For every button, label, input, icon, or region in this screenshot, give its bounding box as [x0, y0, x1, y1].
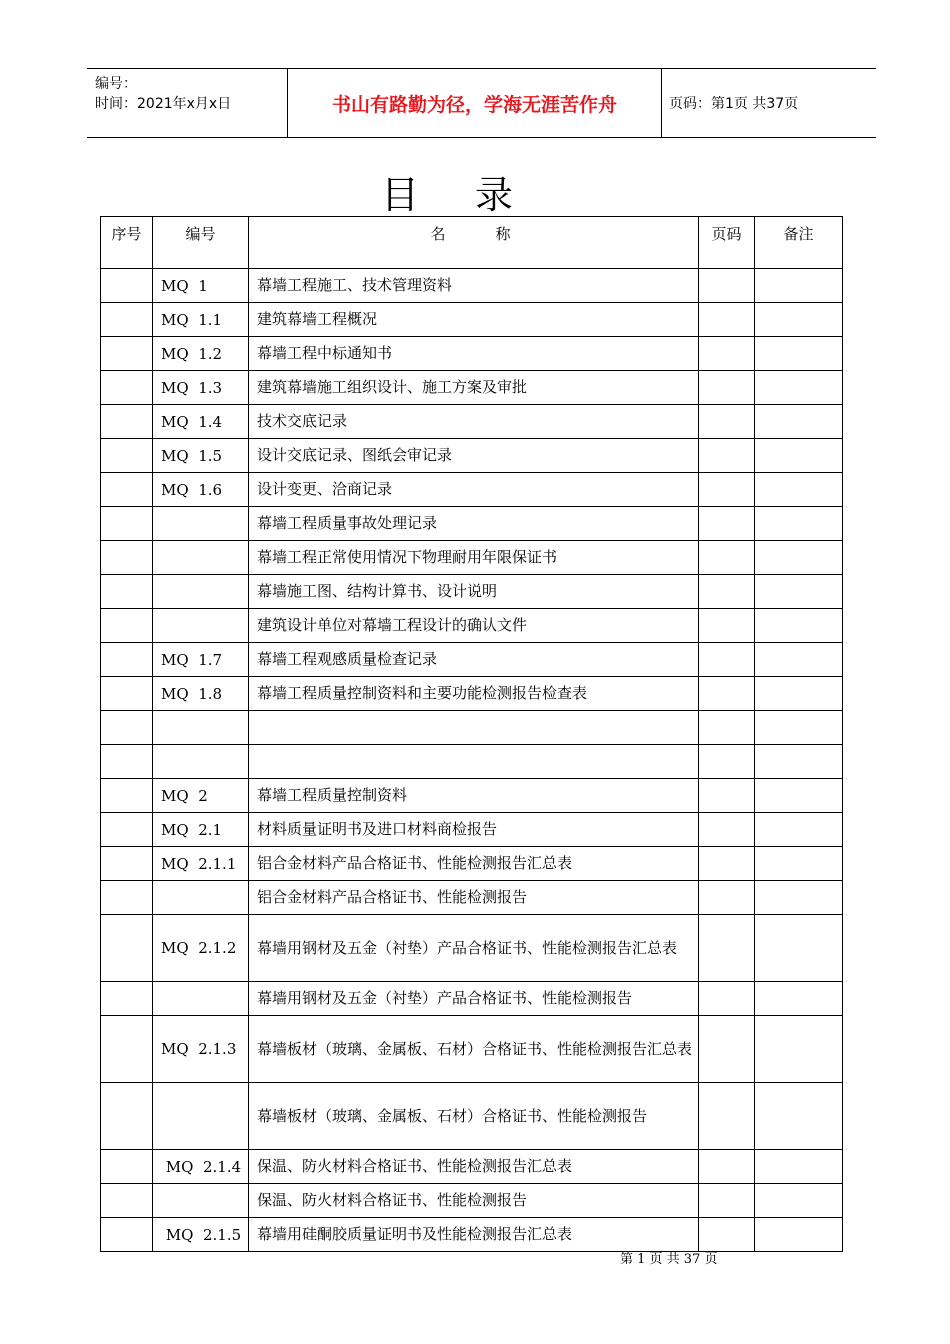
code-cell	[153, 507, 249, 541]
page-cell	[699, 439, 755, 473]
remark-cell	[755, 1218, 843, 1252]
seq-cell	[101, 915, 153, 982]
remark-cell	[755, 337, 843, 371]
page-cell	[699, 745, 755, 779]
name-cell: 幕墙工程质量控制资料	[249, 779, 699, 813]
header-motto: 书山有路勤为径，学海无涯苦作舟	[331, 93, 617, 116]
seq-cell	[101, 643, 153, 677]
seq-cell	[101, 1184, 153, 1218]
name-cell: 幕墙板材（玻璃、金属板、石材）合格证书、性能检测报告	[249, 1083, 699, 1150]
table-row	[101, 1150, 843, 1184]
table-row	[101, 609, 843, 643]
name-cell: 保温、防火材料合格证书、性能检测报告	[249, 1184, 699, 1218]
table-row	[101, 745, 843, 779]
remark-cell	[755, 507, 843, 541]
remark-cell	[755, 269, 843, 303]
name-cell: 建筑幕墙工程概况	[249, 303, 699, 337]
remark-cell	[755, 1184, 843, 1218]
code-cell: MQ 1	[153, 269, 249, 303]
table-row	[101, 1016, 843, 1083]
page-cell	[699, 473, 755, 507]
remark-cell	[755, 439, 843, 473]
name-cell: 技术交底记录	[249, 405, 699, 439]
table-row	[101, 541, 843, 575]
page-cell	[699, 711, 755, 745]
name-cell: 幕墙工程观感质量检查记录	[249, 643, 699, 677]
code-cell	[153, 982, 249, 1016]
code-cell: MQ 1.5	[153, 439, 249, 473]
page-footer: 第 1 页 共 37 页	[620, 1252, 718, 1267]
remark-cell	[755, 303, 843, 337]
name-cell: 幕墙施工图、结构计算书、设计说明	[249, 575, 699, 609]
code-cell: MQ 2.1	[153, 813, 249, 847]
table-row	[101, 473, 843, 507]
remark-cell	[755, 643, 843, 677]
code-cell: MQ 2	[153, 779, 249, 813]
code-cell: MQ 1.6	[153, 473, 249, 507]
page-cell	[699, 1184, 755, 1218]
remark-cell	[755, 813, 843, 847]
page-cell	[699, 507, 755, 541]
remark-cell	[755, 779, 843, 813]
code-cell: MQ 2.1.4	[153, 1150, 249, 1184]
name-cell: 幕墙工程质量控制资料和主要功能检测报告检查表	[249, 677, 699, 711]
page-cell	[699, 609, 755, 643]
name-cell: 铝合金材料产品合格证书、性能检测报告	[249, 881, 699, 915]
page-cell	[699, 982, 755, 1016]
col-header-name-part2: 称	[495, 225, 517, 243]
page-cell	[699, 847, 755, 881]
table-row	[101, 643, 843, 677]
header-divider	[661, 69, 662, 137]
seq-cell	[101, 1083, 153, 1150]
code-cell	[153, 541, 249, 575]
name-cell: 保温、防火材料合格证书、性能检测报告汇总表	[249, 1150, 699, 1184]
seq-cell	[101, 405, 153, 439]
table-row	[101, 507, 843, 541]
table-row	[101, 371, 843, 405]
table-row	[101, 405, 843, 439]
seq-cell	[101, 813, 153, 847]
table-row	[101, 269, 843, 303]
page-cell	[699, 405, 755, 439]
name-cell: 幕墙用钢材及五金（衬垫）产品合格证书、性能检测报告汇总表	[249, 915, 699, 982]
seq-cell	[101, 881, 153, 915]
table-row	[101, 779, 843, 813]
page-cell	[699, 541, 755, 575]
name-cell: 幕墙板材（玻璃、金属板、石材）合格证书、性能检测报告汇总表	[249, 1016, 699, 1083]
code-cell: MQ 2.1.5	[153, 1218, 249, 1252]
col-header-page: 页码	[699, 217, 755, 269]
seq-cell	[101, 609, 153, 643]
remark-cell	[755, 541, 843, 575]
col-header-name-part1: 名	[430, 225, 452, 243]
name-cell: 材料质量证明书及进口材料商检报告	[249, 813, 699, 847]
seq-cell	[101, 745, 153, 779]
name-cell: 幕墙工程质量事故处理记录	[249, 507, 699, 541]
code-cell: MQ 1.3	[153, 371, 249, 405]
seq-cell	[101, 507, 153, 541]
page-header	[87, 68, 876, 138]
page-cell	[699, 1150, 755, 1184]
remark-cell	[755, 915, 843, 982]
page-cell	[699, 779, 755, 813]
seq-cell	[101, 371, 153, 405]
col-header-code: 编号	[153, 217, 249, 269]
code-cell	[153, 881, 249, 915]
table-row	[101, 439, 843, 473]
remark-cell	[755, 371, 843, 405]
table-row	[101, 847, 843, 881]
code-cell	[153, 711, 249, 745]
col-header-seq: 序号	[101, 217, 153, 269]
seq-cell	[101, 269, 153, 303]
name-cell	[249, 745, 699, 779]
seq-cell	[101, 1150, 153, 1184]
code-cell	[153, 745, 249, 779]
page-cell	[699, 813, 755, 847]
table-row	[101, 711, 843, 745]
table-row	[101, 915, 843, 982]
table-row	[101, 337, 843, 371]
seq-cell	[101, 1016, 153, 1083]
name-cell: 设计交底记录、图纸会审记录	[249, 439, 699, 473]
name-cell	[249, 711, 699, 745]
name-cell: 幕墙用钢材及五金（衬垫）产品合格证书、性能检测报告	[249, 982, 699, 1016]
page-cell	[699, 575, 755, 609]
code-cell: MQ 2.1.3	[153, 1016, 249, 1083]
col-header-name	[249, 217, 699, 269]
table-row	[101, 982, 843, 1016]
page-cell	[699, 643, 755, 677]
page-cell	[699, 1218, 755, 1252]
page-cell	[699, 303, 755, 337]
code-cell: MQ 1.2	[153, 337, 249, 371]
name-cell: 幕墙用硅酮胶质量证明书及性能检测报告汇总表	[249, 1218, 699, 1252]
table-row	[101, 677, 843, 711]
remark-cell	[755, 677, 843, 711]
seq-cell	[101, 677, 153, 711]
page-cell	[699, 1016, 755, 1083]
code-cell: MQ 1.1	[153, 303, 249, 337]
seq-cell	[101, 303, 153, 337]
col-header-remark: 备注	[755, 217, 843, 269]
seq-cell	[101, 711, 153, 745]
table-row	[101, 813, 843, 847]
code-cell: MQ 2.1.2	[153, 915, 249, 982]
page-cell	[699, 1083, 755, 1150]
remark-cell	[755, 575, 843, 609]
table-row	[101, 575, 843, 609]
page-cell	[699, 337, 755, 371]
remark-cell	[755, 1083, 843, 1150]
seq-cell	[101, 541, 153, 575]
name-cell: 幕墙工程中标通知书	[249, 337, 699, 371]
code-cell: MQ 1.7	[153, 643, 249, 677]
remark-cell	[755, 745, 843, 779]
name-cell: 建筑设计单位对幕墙工程设计的确认文件	[249, 609, 699, 643]
table-row	[101, 303, 843, 337]
header-meta	[95, 74, 231, 114]
document-title: 目录	[380, 173, 569, 217]
code-cell: MQ 1.8	[153, 677, 249, 711]
seq-cell	[101, 337, 153, 371]
code-cell: MQ 2.1.1	[153, 847, 249, 881]
code-cell	[153, 1184, 249, 1218]
header-number: 编号：	[95, 76, 137, 92]
toc-table	[100, 216, 843, 1252]
remark-cell	[755, 1150, 843, 1184]
seq-cell	[101, 473, 153, 507]
remark-cell	[755, 473, 843, 507]
table-header-row	[101, 217, 843, 269]
seq-cell	[101, 982, 153, 1016]
name-cell: 幕墙工程施工、技术管理资料	[249, 269, 699, 303]
remark-cell	[755, 609, 843, 643]
table-row	[101, 1083, 843, 1150]
seq-cell	[101, 847, 153, 881]
remark-cell	[755, 405, 843, 439]
remark-cell	[755, 711, 843, 745]
seq-cell	[101, 575, 153, 609]
code-cell	[153, 575, 249, 609]
header-time: 时间：2021年x月x日	[95, 96, 232, 112]
page-cell	[699, 881, 755, 915]
page-cell	[699, 677, 755, 711]
page-cell	[699, 915, 755, 982]
table-row	[101, 881, 843, 915]
remark-cell	[755, 881, 843, 915]
seq-cell	[101, 1218, 153, 1252]
header-page-info: 页码：第1页 共37页	[669, 96, 799, 112]
remark-cell	[755, 1016, 843, 1083]
name-cell: 幕墙工程正常使用情况下物理耐用年限保证书	[249, 541, 699, 575]
remark-cell	[755, 847, 843, 881]
name-cell: 铝合金材料产品合格证书、性能检测报告汇总表	[249, 847, 699, 881]
toc-body	[101, 269, 843, 1252]
name-cell: 设计变更、洽商记录	[249, 473, 699, 507]
page-cell	[699, 371, 755, 405]
name-cell: 建筑幕墙施工组织设计、施工方案及审批	[249, 371, 699, 405]
table-row	[101, 1184, 843, 1218]
code-cell	[153, 609, 249, 643]
code-cell: MQ 1.4	[153, 405, 249, 439]
page-cell	[699, 269, 755, 303]
table-row	[101, 1218, 843, 1252]
seq-cell	[101, 439, 153, 473]
seq-cell	[101, 779, 153, 813]
remark-cell	[755, 982, 843, 1016]
code-cell	[153, 1083, 249, 1150]
